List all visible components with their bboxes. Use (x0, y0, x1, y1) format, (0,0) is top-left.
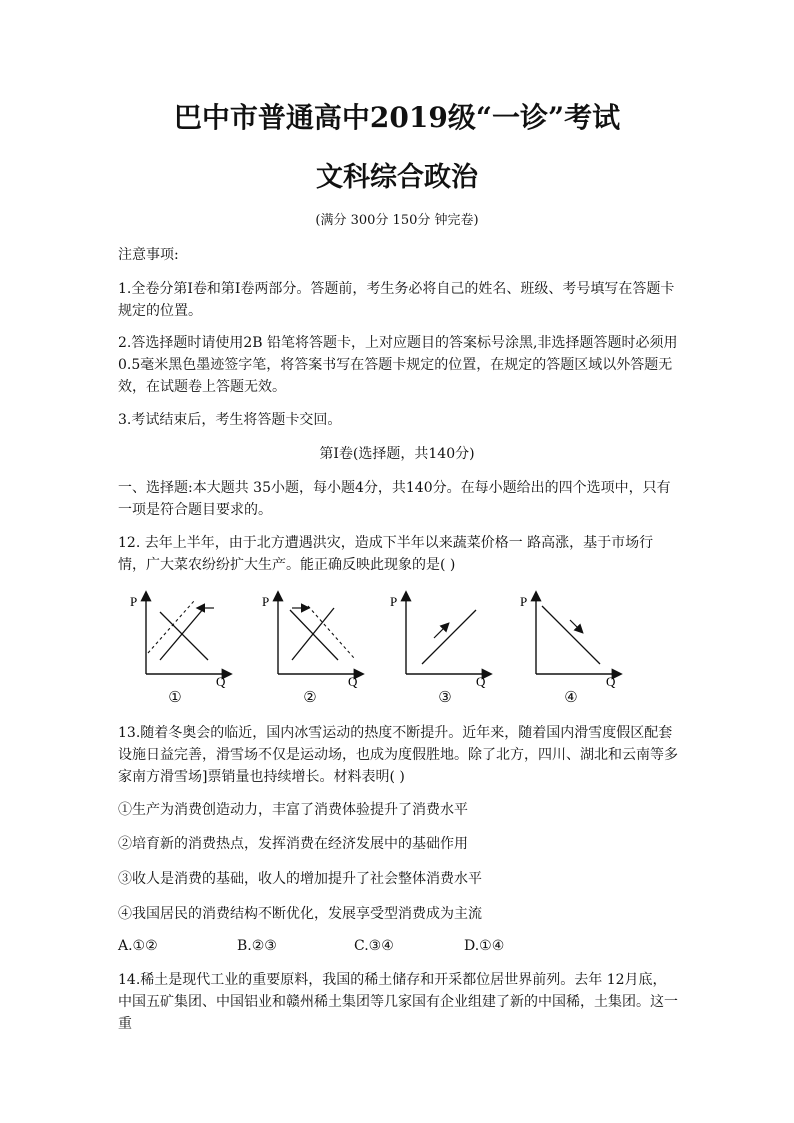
graph-label-1: ① (168, 688, 182, 706)
axis-p: P (520, 594, 528, 609)
q13-statement-1: ①生产为消费创造动力，丰富了消费体验提升了消费水平 (118, 802, 468, 818)
graph-label-2: ② (303, 688, 317, 706)
exam-subject: 文科综合政治 (316, 162, 478, 193)
axis-p: P (130, 594, 138, 609)
section-title: 第Ⅰ卷(选择题，共140分) (319, 446, 475, 462)
exam-note: (满分 300分 150分 钟完卷) (315, 213, 479, 228)
notice-item-1: 1.全卷分第Ⅰ卷和第Ⅰ卷两部分。答题前，考生务必将自己的姓名、班级、考号填写在答题卡规定的位置。 (118, 281, 675, 319)
question-14: 14.稀土是现代工业的重要原料，我国的稀土储存和开采都位居世界前列。去年 12月底，中国五矿集团、中国铝业和赣州稀土集团等几家国有企业组建了新的中国稀，土集团。这一重 (118, 972, 678, 1032)
supply-demand-graph-4 (508, 588, 628, 688)
axis-q: Q (348, 674, 358, 688)
supply-demand-graph-3 (378, 588, 498, 688)
q13-statement-2: ②培育新的消费热点，发挥消费在经济发展中的基础作用 (118, 836, 468, 852)
q13-option-c: C.③④ (354, 938, 394, 954)
axis-p: P (262, 594, 270, 609)
supply-demand-graph-2 (250, 588, 370, 688)
graph-label-4: ④ (564, 688, 578, 706)
axis-q: Q (476, 674, 486, 688)
notice-item-3: 3.考试结束后，考生将答题卡交回。 (118, 412, 342, 428)
axis-q: Q (606, 674, 616, 688)
q13-statement-4: ④我国居民的消费结构不断优化，发展享受型消费成为主流 (118, 906, 482, 922)
question-12: 12. 去年上半年，由于北方遭遇洪灾，造成下半年以来蔬菜价格一 路高涨，基于市场行情，广大菜农纷纷扩大生产。能正确反映此现象的是( ) (118, 535, 654, 573)
question-13: 13.随着冬奥会的临近，国内冰雪运动的热度不断提升。近年来，随着国内滑雪度假区配套设施日益完善，滑雪场不仅是运动场，也成为度假胜地。除了北方，四川、湖北和云南等多家南方滑雪场]票销量也持续增长。材料表明( ) (118, 725, 678, 785)
q13-statement-3: ③收人是消费的基础，收人的增加提升了社会整体消费水平 (118, 871, 482, 887)
exam-title: 巴中市普通高中2019级“一诊”考试 (173, 101, 621, 134)
q13-option-d: D.①④ (464, 938, 505, 954)
notice-heading: 注意事项: (118, 247, 179, 263)
graph-label-3: ③ (438, 688, 452, 706)
q13-option-a: A.①② (118, 938, 158, 954)
axis-p: P (390, 594, 398, 609)
section-intro: 一、选择题:本大题共 35小题，每小题4分，共140分。在每小题给出的四个选项中，只有一项是符合题目要求的。 (118, 480, 671, 518)
notice-item-2: 2.答选择题时请使用2B 铅笔将答题卡，上对应题目的答案标号涂黑,非选择题答题时必须用0.5毫米黑色墨迹签字笔，将答案书写在答题卡规定的位置，在规定的答题区域以外答题无效，在试题卷上答题无效。 (118, 335, 678, 395)
axis-q: Q (216, 674, 226, 688)
supply-demand-graph-1 (118, 588, 238, 688)
q13-option-b: B.②③ (237, 938, 277, 954)
